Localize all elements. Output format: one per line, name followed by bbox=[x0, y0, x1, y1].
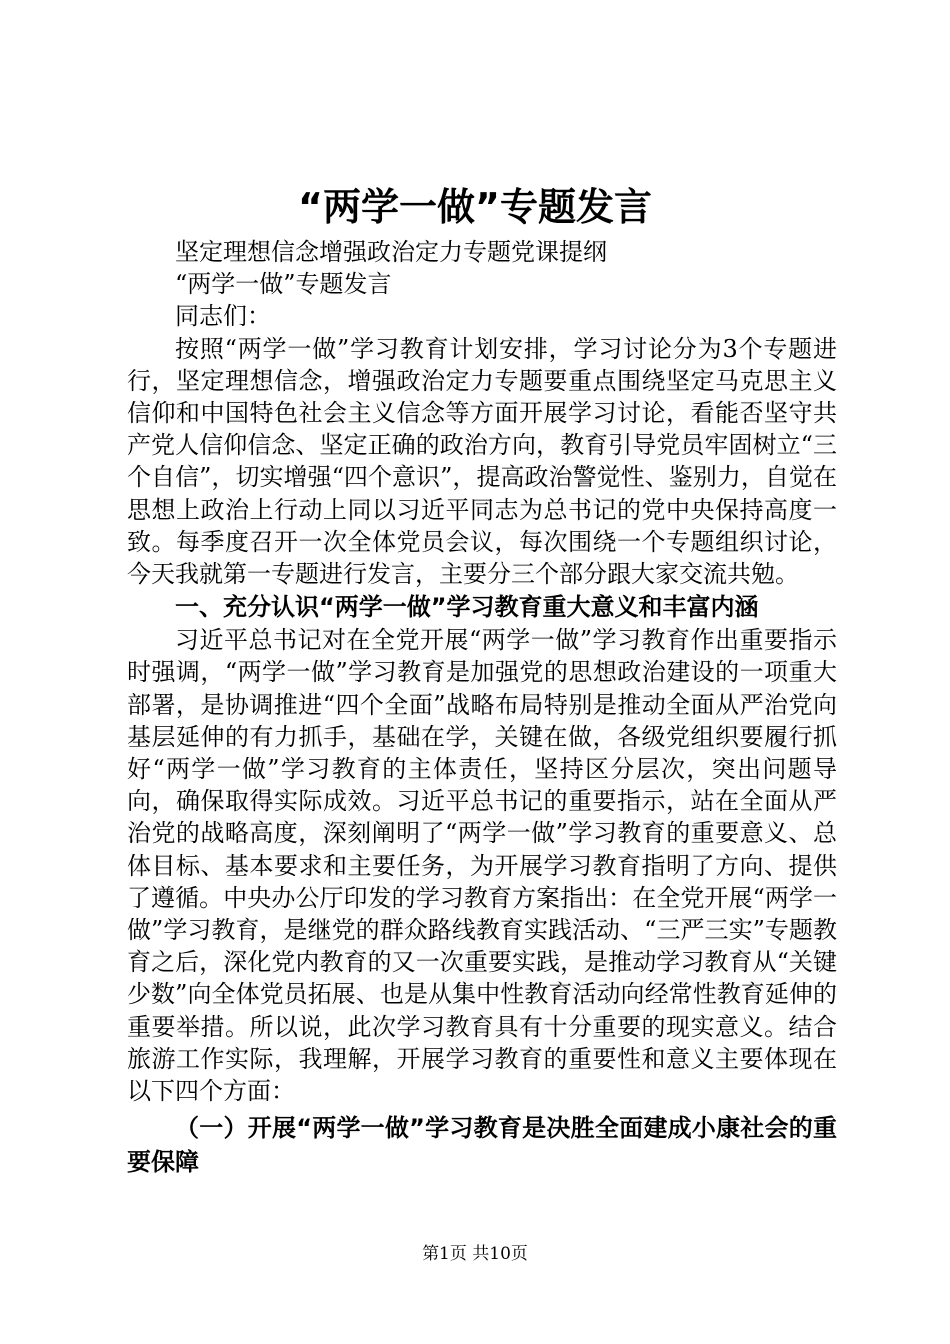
page-footer: 第1页 共10页 bbox=[422, 1244, 528, 1264]
section-heading-1: 一、充分认识“两学一做”学习教育重大意义和丰富内涵 bbox=[175, 593, 759, 622]
subsection-heading-1: （一）开展“两学一做”学习教育是决胜全面建成小康社会的重要保障 bbox=[127, 1114, 837, 1177]
paragraph-salutation: 同志们： bbox=[175, 302, 271, 331]
paragraph-subtitle-2: “两学一做”专题发言 bbox=[175, 270, 392, 299]
document-title: “两学一做”专题发言 bbox=[298, 185, 652, 229]
paragraph-section-1: 习近平总书记对在全党开展“两学一做”学习教育作出重要指示时强调，“两学一做”学习教育是加强党的思想政治建设的一项重大部署，是协调推进“四个全面”战略布局特别是推动全面从严治党向基层延伸的有力抓手，基础在学，关键在做，各级党组织要履行抓好“两学一做”学习教育的主体责任，坚持区分层次，突出问题导向，确保取得实际成效。习近平总书记的重要指示，站在全面从严治党的战略高度，深刻阐明了“两学一做”学习教育的重要意义、总体目标、基本要求和主要任务，为开展学习教育指明了方向、提供了遵循。中央办公厅印发的学习教育方案指出：在全党开展“两学一做”学习教育，是继党的群众路线教育实践活动、“三严三实”专题教育之后，深化党内教育的又一次重要实践，是推动学习教育从“关键少数”向全体党员拓展、也是从集中性教育活动向经常性教育延伸的重要举措。所以说，此次学习教育具有十分重要的现实意义。结合旅游工作实际，我理解，开展学习教育的重要性和意义主要体现在以下四个方面： bbox=[127, 626, 837, 1106]
document-body bbox=[127, 236, 837, 1179]
paragraph-intro: 按照“两学一做”学习教育计划安排，学习讨论分为3个专题进行，坚定理想信念，增强政治定力专题要重点围绕坚定马克思主义信仰和中国特色社会主义信念等方面开展学习讨论，看能否坚守共产党人信仰信念、坚定正确的政治方向，教育引导党员牢固树立“三个自信”，切实增强“四个意识”，提高政治警觉性、鉴别力，自觉在思想上政治上行动上同以习近平同志为总书记的党中央保持高度一致。每季度召开一次全体党员会议，每次围绕一个专题组织讨论，今天我就第一专题进行发言，主要分三个部分跟大家交流共勉。 bbox=[127, 334, 837, 589]
paragraph-subtitle: 坚定理想信念增强政治定力专题党课提纲 bbox=[175, 238, 607, 266]
